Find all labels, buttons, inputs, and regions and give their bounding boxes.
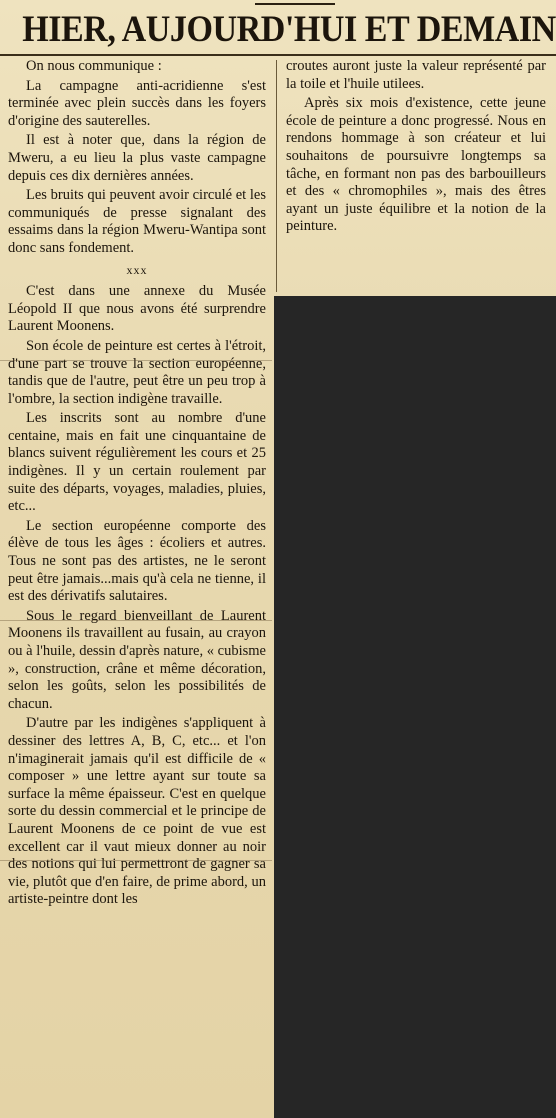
paragraph: Sous le regard bienveillant de Laurent Moonens ils travaillent au fusain, au crayon ou à l'huile, dessin d'après nature, « cubisme », construction, crâne et même décoration, selon les goûts, selon les possibilités de chacun. (8, 607, 266, 712)
paragraph: D'autre par les indigènes s'appliquent à dessiner des lettres A, B, C, etc... et l'on n'imaginerait jamais qu'il est difficile de « composer » une lettre ayant sur toute sa surface la même épaisseur. C'est en quelque sorte du dessin commercial et le principe de Laurent Moonens de ce point de vue est excellent car il vaut mieux donner au noir des notions qui lui permettront de gagner sa vie, plutôt que d'en faire, de prime abord, un artiste-peintre dont les (8, 715, 266, 908)
scan-background (274, 296, 556, 1118)
paragraph: Les bruits qui peuvent avoir circulé et les communiqués de presse signalant des essaims dans la région Mweru-Wantipa sont donc sans fondement. (8, 187, 266, 256)
column-divider (276, 60, 277, 292)
paper-fold (0, 360, 272, 361)
paragraph: Son école de peinture est certes à l'étroit, d'une part se trouve la section européenne, tandis que de l'autre, peut être un peu trop à l'ombre, la section indigène travaille. (8, 337, 266, 407)
paragraph: C'est dans une annexe du Musée Léopold II que nous avons été surprendre Laurent Moonens. (8, 283, 266, 335)
headline: HIER, AUJOURD'HUI ET DEMAIN (22, 9, 556, 50)
section-separator: xxx (126, 262, 148, 277)
paragraph: La campagne anti-acridienne s'est terminée avec plein succès dans les foyers d'origine des sauterelles. (8, 77, 266, 129)
paper-fold (0, 620, 272, 621)
headline-rule (0, 54, 556, 56)
paragraph: croutes auront juste la valeur représenté par la toile et l'huile utilees. (286, 58, 546, 92)
paper-fold (0, 860, 272, 861)
top-rule (255, 3, 335, 5)
left-column (8, 58, 266, 911)
right-column (286, 58, 546, 238)
paragraph: Après six mois d'existence, cette jeune école de peinture a donc progressé. Nous en rendons hommage à son créateur et lui souhaitons de poursuivre longtemps sa tâche, en formant non pas des barbouilleurs et des « chromophiles », mais des êtres ayant un juste équilibre et la notion de la peinture. (286, 95, 546, 235)
paragraph: Le section européenne comporte des élève de tous les âges : écoliers et autres. Tous ne sont pas des artistes, ne le seront peut être jamais...mais qu'à cela ne tienne, il est des dérivatifs salutaires. (8, 517, 266, 605)
paragraph: Les inscrits sont au nombre d'une centaine, mais en fait une cinquantaine de blancs suivent régulièrement les cours et 25 indigènes. Il y un certain roulement par suite des départs, voyages, maladies, pluies, etc... (8, 410, 266, 515)
paragraph: On nous communique : (26, 58, 162, 74)
paragraph: Il est à noter que, dans la région de Mweru, a eu lieu la plus vaste campagne depuis ces dix dernières années. (8, 132, 266, 184)
